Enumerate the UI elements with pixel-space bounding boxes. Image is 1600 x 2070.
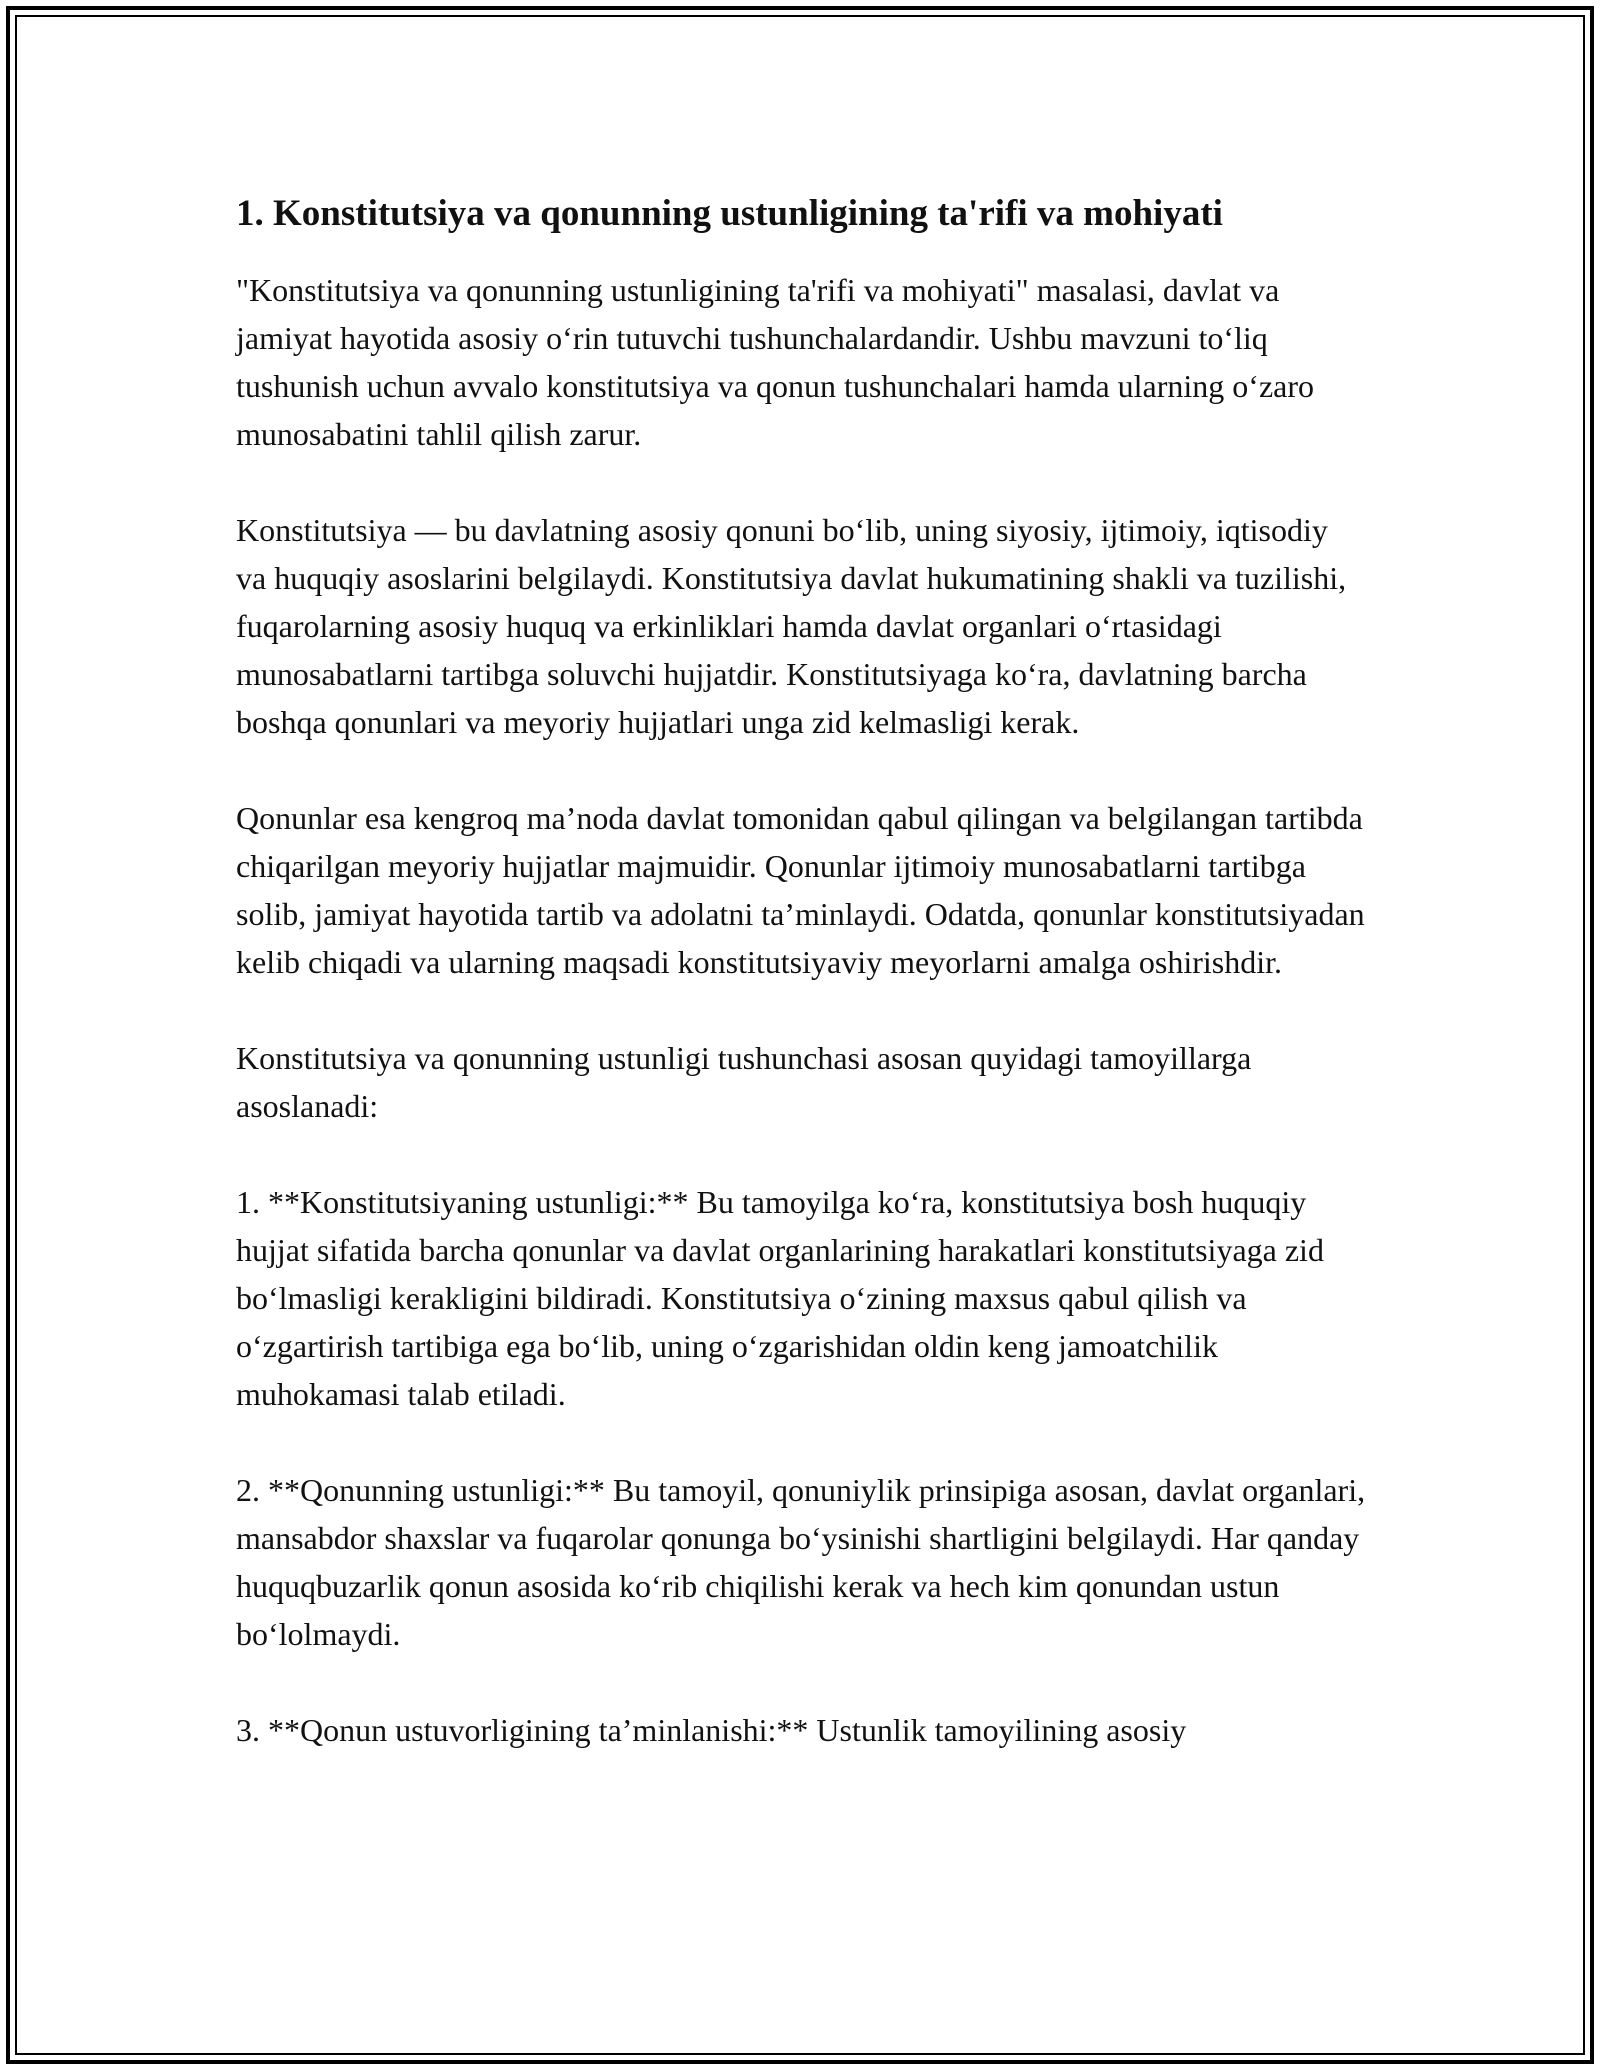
paragraph-constitution-definition: Konstitutsiya — bu davlatning asosiy qonuni bo‘lib, uning siyosiy, ijtimoiy, iqtisodiy va huquqiy asoslarini belgilaydi. Konstitutsiya davlat hukumatining shakli va tuzilishi, fuqarolarning asosiy huquq va erkinliklari hamda davlat organlari o‘rtasidagi munosabatlarni tartibga soluvchi hujjatdir. Konstitutsiyaga ko‘ra, davlatning barcha boshqa qonunlari va meyoriy hujjatlari unga zid kelmasligi kerak. bbox=[236, 512, 1347, 740]
section-heading: 1. Konstitutsiya va qonunning ustunligining ta'rifi va mohiyati bbox=[236, 193, 1223, 234]
paragraph-principle-1: 1. **Konstitutsiyaning ustunligi:** Bu tamoyilga ko‘ra, konstitutsiya bosh huquqiy hujjat sifatida barcha qonunlar va davlat organlarining harakatlari konstitutsiyaga zid bo‘lmasligi kerakligini bildiradi. Konstitutsiya o‘zining maxsus qabul qilish va o‘zgartirish tartibiga ega bo‘lib, uning o‘zgarishidan oldin keng jamoatchilik muhokamasi talab etiladi. bbox=[236, 1184, 1324, 1412]
paragraph-intro: "Konstitutsiya va qonunning ustunligining ta'rifi va mohiyati" masalasi, davlat va jamiyat hayotida asosiy o‘rin tutuvchi tushunchalardandir. Ushbu mavzuni to‘liq tushunish uchun avvalo konstitutsiya va qonun tushunchalari hamda ularning o‘zaro munosabatini tahlil qilish zarur. bbox=[236, 272, 1314, 452]
paragraph-laws-definition: Qonunlar esa kengroq ma’noda davlat tomonidan qabul qilingan va belgilangan tartibda chiqarilgan meyoriy hujjatlar majmuidir. Qonunlar ijtimoiy munosabatlarni tartibga solib, jamiyat hayotida tartib va adolatni ta’minlaydi. Odatda, qonunlar konstitutsiyadan kelib chiqadi va ularning maqsadi konstitutsiyaviy meyorlarni amalga oshirishdir. bbox=[236, 800, 1365, 980]
paragraph-principle-2: 2. **Qonunning ustunligi:** Bu tamoyil, qonuniylik prinsipiga asosan, davlat organlari, mansabdor shaxslar va fuqarolar qonunga bo‘ysinishi shartligini belgilaydi. Har qanday huquqbuzarlik qonun asosida ko‘rib chiqilishi kerak va hech kim qonundan ustun bo‘lolmaydi. bbox=[236, 1472, 1366, 1652]
paragraph-principles-intro: Konstitutsiya va qonunning ustunligi tushunchasi asosan quyidagi tamoyillarga asoslanadi: bbox=[236, 1040, 1252, 1124]
document-body bbox=[236, 190, 1366, 1802]
paragraph-principle-3: 3. **Qonun ustuvorligining ta’minlanishi:** Ustunlik tamoyilining asosiy bbox=[236, 1712, 1187, 1748]
